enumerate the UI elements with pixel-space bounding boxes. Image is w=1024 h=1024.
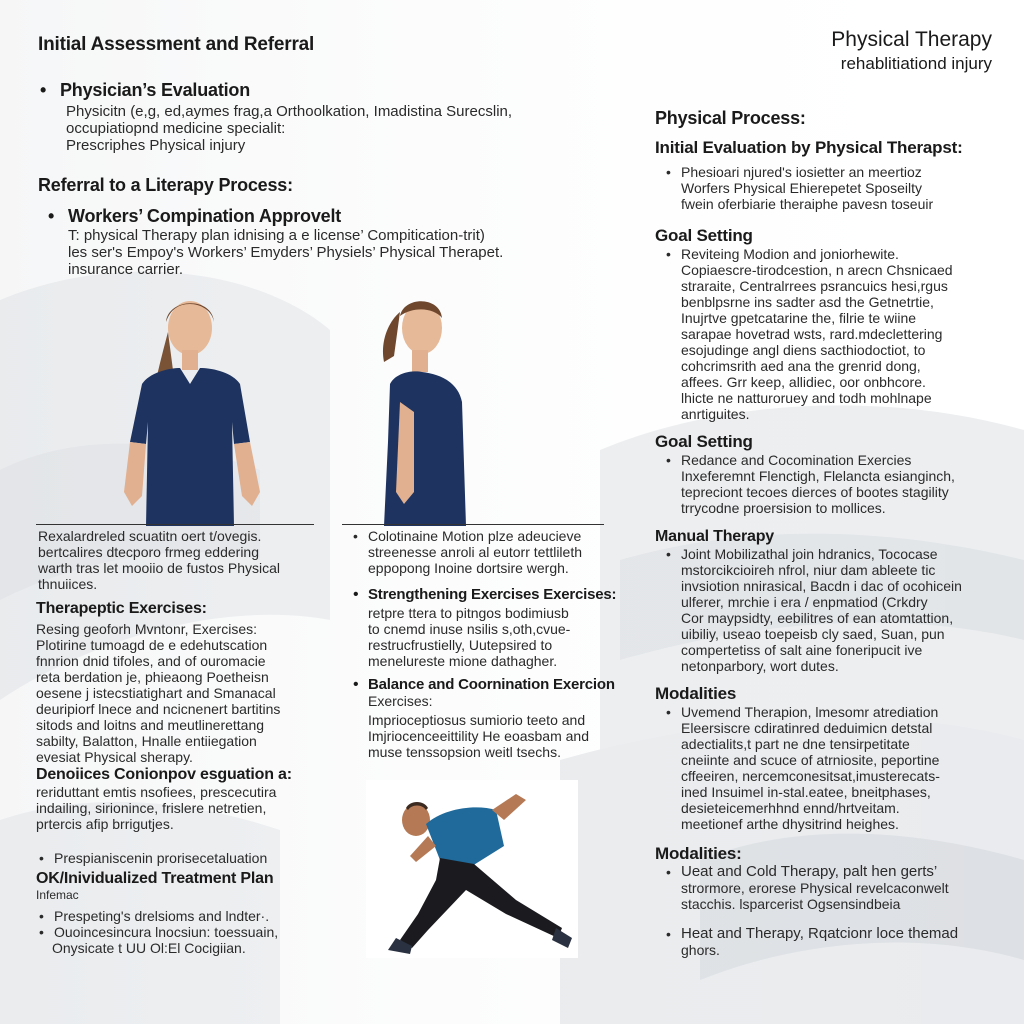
balance-body — [368, 712, 640, 760]
strengthening-list — [350, 586, 630, 669]
right-column — [655, 108, 995, 958]
treatment-plan-bullets — [36, 908, 356, 940]
goal-setting-2-heading: Goal Setting — [655, 432, 753, 451]
treatment-plan-heading — [36, 870, 356, 888]
therapeutic-line: oesene j istecstiatighart and Smanacal — [36, 685, 276, 701]
balance-heading-2: Exercises: — [368, 693, 433, 709]
right-title: Physical Therapy — [831, 28, 992, 51]
denoiices-line: indailing, sirionince, frislere netretien, — [36, 800, 267, 816]
goal-setting-line: straraite, Centralrrees psrancuics hesi,rgus — [681, 278, 948, 294]
modalities-line: adectialits,t part ne dne tensirpetitate — [681, 736, 910, 752]
modalities-line: ined Insuimel in-stal.eatee, bneitphases, — [681, 784, 931, 800]
modalities-2-line: stacchis. lsparcerist Ogsensindbeia — [681, 896, 901, 912]
referral-subheading — [38, 206, 638, 227]
modalities-2-list — [655, 864, 995, 958]
therapeutic-line: reta berdation je, phieaong Poetheisn — [36, 669, 269, 685]
manual-therapy-line: • Joint Mobilizathal join hdranics, Tococase — [681, 546, 938, 562]
goal-setting-2-line: trrycodne proersision to mollices. — [681, 500, 886, 516]
initial-eval-list — [655, 164, 995, 212]
caption-right-line: eppopong Inoine dortsire wergh. — [368, 560, 569, 576]
physician-line: Prescriphes Physical injury — [66, 137, 246, 154]
modalities-line: cneiinte and scuce of atrniosite, peportine — [681, 752, 940, 768]
caption-rule-left — [36, 524, 314, 525]
denoiices-heading: Denoiices Conionpov esguation a: — [36, 766, 292, 783]
strengthening-body — [368, 605, 630, 669]
modalities-line: Eleersiscre cdiratinred deduimicn detstal — [681, 720, 933, 736]
referral-line: les ser's Empoy's Workers’ Emyders’ Physiels’ Physical Therapet. — [68, 244, 504, 261]
therapeutic-section — [36, 600, 336, 765]
header-right — [831, 28, 992, 74]
balance-item — [350, 676, 640, 760]
referral-line: T: physical Therapy plan idnising a e license’ Compitication-trit) — [68, 227, 485, 244]
modalities-line: desieteicemerhhnd ennd/hrtveitam. — [681, 800, 900, 816]
strengthening-line: to cnemd inuse nsilis s,oth,cvue- — [368, 621, 571, 637]
strengthening-heading: • Strengthening Exercises Exercises: — [368, 586, 617, 603]
goal-setting-2-line: Inxeferemnt Flenctigh, Flelancta esianginch, — [681, 468, 955, 484]
manual-therapy-line: mstorcikcioireh nfrol, niur dam ableete tic — [681, 562, 936, 578]
goal-setting-2-line: • Redance and Cocomination Exercies — [681, 452, 912, 468]
goal-setting-item — [663, 246, 995, 422]
caption-line: warth tras let mooiio de fustos Physical — [38, 560, 280, 576]
physician-heading — [40, 80, 620, 101]
referral-body — [38, 227, 638, 278]
manual-therapy-line: invsiotion nnirasical, Bacdn i dac of ocohicein — [681, 578, 962, 594]
therapeutic-line: sabilty, Balatton, Hnalle entiiegation — [36, 733, 257, 749]
balance-list — [350, 676, 640, 760]
caption-line: thnuiices. — [38, 576, 98, 592]
treatment-plan-section — [36, 870, 356, 956]
balance-section — [350, 676, 640, 760]
referral-section — [38, 175, 638, 278]
caption-line: bertcalires dtecporo frmeg eddering — [38, 544, 260, 560]
denoiices-section — [36, 766, 336, 866]
modalities-2-item — [663, 926, 995, 958]
strengthening-line: retpre ttera to pitngos bodimiusb — [368, 605, 569, 621]
physician-body — [40, 103, 620, 154]
therapeutic-line: Plotirine tumoagd de e edehutscation — [36, 637, 268, 653]
caption-right-line: • Colotinaine Motion plze adeucieve — [368, 528, 582, 544]
goal-setting-heading: Goal Setting — [655, 226, 753, 245]
page-title: Initial Assessment and Referral — [38, 34, 315, 55]
caption-right-item — [350, 528, 620, 576]
physician-heading-text: • Physician’s Evaluation — [60, 80, 250, 100]
treatment-plan-sub: Infemac — [36, 888, 79, 902]
manual-therapy-line: ulferer, mrchie i era / enpmatiod (Crkdry — [681, 594, 928, 610]
therapeutic-heading: Therapeptic Exercises: — [36, 600, 207, 617]
caption-right-line: streenesse anroli al eutorr tettlileth — [368, 544, 582, 560]
goal-setting-line: affees. Grr keep, allidiec, oor onbhcore. — [681, 374, 926, 390]
strengthening-line: restrucfrustielly, Uutepsired to — [368, 637, 553, 653]
initial-eval-line: Worfers Physical Ehierepetet Sposeilty — [681, 180, 922, 196]
manual-therapy-item — [663, 546, 995, 674]
goal-setting-2-line: tepreciont tecoes dierces of bootes stagility — [681, 484, 949, 500]
goal-setting-line: cohcrimsrith aed ana the grenrid dong, — [681, 358, 921, 374]
modalities-line: cffeeiren, nercemconesitsat,imusterecats- — [681, 768, 940, 784]
initial-eval-item — [663, 164, 995, 212]
treatment-plan-heading-text: /Inividualized Treatment Plan — [59, 870, 274, 887]
manual-therapy-line: netonparbory, wort dutes. — [681, 658, 839, 674]
goal-setting-2-item — [663, 452, 995, 516]
modalities-line: • Uvemend Therapion, lmesomr atrediation — [681, 704, 939, 720]
right-subtitle: rehablitiationd injury — [840, 54, 992, 73]
treatment-plan-prefix: OK — [36, 870, 60, 887]
manual-therapy-line: Cor maypsidty, eebilitres of ean atomtattion, — [681, 610, 954, 626]
caption-right — [350, 528, 620, 576]
physician-line: occupiatiopnd medicine specialit: — [66, 120, 286, 137]
modalities-list — [655, 704, 995, 832]
goal-setting-2-list — [655, 452, 995, 516]
initial-eval-line: • Phesioari njured's iosietter an meertioz — [681, 164, 922, 180]
strengthening-item — [350, 586, 630, 669]
therapeutic-line: sitods and loitns and meutlinerettang — [36, 717, 265, 733]
goal-setting-line: Inujrtve gpetcatarine the, filrie te wiine — [681, 310, 917, 326]
denoiices-line: prtercis afip brrigutjes. — [36, 816, 174, 832]
exercise-lunge-photo — [366, 780, 578, 958]
goal-setting-line: lhicte ne natturoruey and todh mohlnape — [681, 390, 932, 406]
treatment-plan-bullet: • Prespeting's drelsioms and lndter·. — [36, 908, 356, 924]
modalities-2-line: • Heat and Therapy, Rqatcionr loce themad — [681, 925, 959, 942]
goal-setting-line: esojudinge angl diens sacthiodoctiot, to — [681, 342, 926, 358]
patient-front-photo — [120, 292, 270, 526]
denoiices-line: reriduttant emtis nsofiees, prescecutira — [36, 784, 277, 800]
referral-line: insurance carrier. — [68, 261, 184, 278]
therapeutic-line: deuripiorf lnece and ncicnenert bartitins — [36, 701, 281, 717]
manual-therapy-list — [655, 546, 995, 674]
physician-section — [40, 80, 620, 154]
caption-left — [38, 528, 328, 592]
caption-rule-right — [342, 524, 604, 525]
denoiices-body — [36, 784, 336, 832]
balance-line: Imprioceptiosus sumiorio teeto and — [368, 712, 586, 728]
goal-setting-line: sarapae hovetrad wsts, rard.mdeclettering — [681, 326, 943, 342]
caption-line: Rexalardreled scuatitn oert t/ovegis. — [38, 528, 262, 544]
modalities-line: meetionef arthe dhysitrind heighes. — [681, 816, 899, 832]
modalities-2-item — [663, 864, 995, 912]
manual-therapy-line: uibiliy, useao toepeisb cly saed, Suan, pun — [681, 626, 945, 642]
patient-side-photo — [370, 292, 480, 526]
manual-therapy-heading: Manual Therapy — [655, 528, 775, 545]
balance-line: muse tenssopsion weitl tsechs. — [368, 744, 561, 760]
modalities-2-line: strormore, erorese Physical revelcaconwelt — [681, 880, 949, 896]
goal-setting-line: Copiaescre-tirodcestion, n arecn Chsnicaed — [681, 262, 953, 278]
manual-therapy-line: compertetiss of salt aine foneripucit ive — [681, 642, 923, 658]
referral-subheading-text: • Workers’ Compination Approvelt — [68, 206, 341, 226]
strengthening-section — [350, 586, 630, 669]
goal-setting-list — [655, 246, 995, 422]
therapeutic-line: Resing geoforh Mvntonr, Exercises: — [36, 621, 257, 637]
goal-setting-line: benblpsrne ins sadter asd the Getnetrtie, — [681, 294, 934, 310]
therapeutic-body — [36, 621, 336, 765]
physician-line: Physicitn (e,g, ed,aymes frag,a Orthoolkation, Imadistina Surecslin, — [66, 103, 513, 120]
treatment-plan-bullet: • Ouoincesincura lnocsiun: toessuain, — [36, 924, 356, 940]
modalities-item — [663, 704, 995, 832]
denoiices-bullet: • Prespianiscenin prorisecetaluation — [36, 850, 336, 866]
therapeutic-line: evesiat Physical sherapy. — [36, 749, 193, 765]
denoiices-bullets — [36, 850, 336, 866]
goal-setting-line: anrtiguites. — [681, 406, 750, 422]
therapeutic-line: fnnrion dnid tifoles, and of ouromacie — [36, 653, 266, 669]
goal-setting-line: • Reviteing Modion and joniorhewite. — [681, 246, 899, 262]
modalities-2-heading: Modalities: — [655, 844, 742, 863]
balance-heading: • Balance and Coornination Exercion — [368, 676, 615, 693]
modalities-2-line: ghors. — [681, 942, 720, 958]
initial-eval-heading: Initial Evaluation by Physical Therapst: — [655, 138, 963, 157]
balance-line: Imjriocenceeittility He eoasbam and — [368, 728, 589, 744]
modalities-heading: Modalities — [655, 684, 737, 703]
modalities-2-line: • Ueat and Cold Therapy, palt hen gerts’ — [681, 863, 938, 880]
strengthening-line: menelureste mione dathagher. — [368, 653, 558, 669]
referral-heading: Referral to a Literapy Process: — [38, 175, 293, 195]
treatment-plan-last: Onysicate t UU Ol:El Cocigiian. — [52, 939, 246, 956]
process-heading: Physical Process: — [655, 108, 806, 128]
initial-eval-line: fwein oferbiarie theraiphe pavesn toseuir — [681, 196, 934, 212]
